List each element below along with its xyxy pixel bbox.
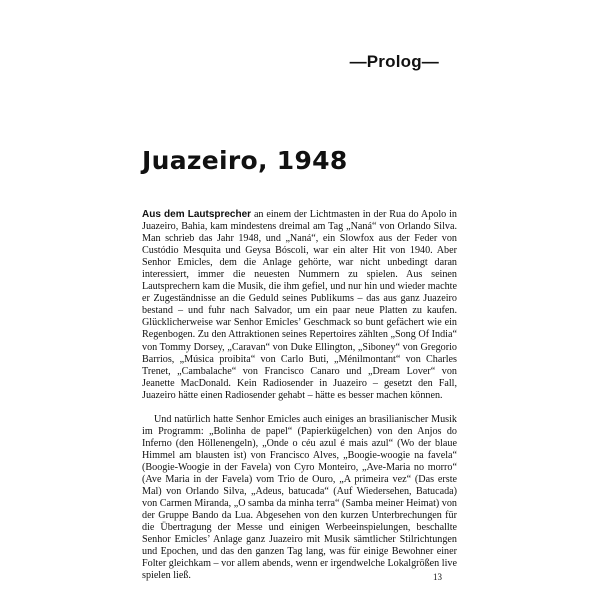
paragraph-1-text: an einem der Lichtmasten in der Rua do Apolo in Juazeiro, Bahia, kam mindestens dreimal am Tag „Naná“ von Orlando Silva. Man schrieb das Jahr 1948, und „Naná“, ein Slowfox aus der Feder von Custódio Mesquita und Geysa Bóscoli, war ein alter Hit von 1940. Aber Senhor Emicles, dem die Anlage gehörte, war nicht unbedingt daran interessiert, immer die neuesten Nummern zu spielen. Aus seinen Lautsprechern kam die Musik, die ihm gefiel, und nur hin und wieder machte er Zugeständnisse an die Geduld seines Publikums – das aus ganz Juazeiro bestand – und fuhr nach Salvador, um ein paar neue Platten zu kaufen. Glücklicherweise war Senhor Emicles’ Geschmack so bunt gefächert wie ein Regenbogen. Zu den Attraktionen seines Repertoires zählten „Song Of India“ von Tommy Dorsey, „Caravan“ von Duke Ellington, „Siboney“ von Gregorio Barrios, „Música proibita“ von Carlo Buti, „Ménilmontant“ von Charles Trenet, „Cambalache“ von Francisco Canaro und „Dream Lover“ von Jeanette MacDonald. Kein Radiosender in Juazeiro – gesetzt den Fall, Juazeiro hätte einen Radiosender gehabt – hätte es besser machen können. [142, 209, 457, 401]
paragraph-lead-in: Aus dem Lautsprecher [142, 209, 252, 220]
chapter-title: Juazeiro, 1948 [142, 146, 348, 175]
paragraph-1 [142, 209, 457, 402]
paragraph-2: Und natürlich hatte Senhor Emicles auch einiges an brasilianischer Musik im Programm: „Bolinha de papel“ (Papierkügelchen) von den Anjos do Inferno (den Höllenengeln), „Onde o céu azul é mais azul“ (Wo der blaue Himmel am blausten ist) von Francisco Alves, „Boogie-woogie na favela“ (Boogie-Woogie in der Favela) von Cyro Monteiro, „Ave-Maria no morro“ (Ave Maria in der Favela) vom Trio de Ouro, „A primeira vez“ (Das erste Mal) von Orlando Silva, „Adeus, batucada“ (Auf Wiedersehen, Batucada) von Carmen Miranda, „O samba da minha terra“ (Samba meiner Heimat) von der Gruppe Bando da Lua. Abgesehen von den kurzen Unterbrechungen für die Übertragung der Messe und einigen Werbeeinspielungen, beschallte Senhor Emicles’ Anlage ganz Juazeiro mit Musik sämtlicher Stilrichtungen und Epochen, und das den ganzen Tag lang, was für einige Bewohner einer Folter gleichkam – vor allem abends, wenn er irgendwelche Lokalgrößen live spielen ließ. [142, 413, 457, 582]
section-label: —Prolog— [349, 52, 439, 71]
body-text [142, 209, 457, 582]
page-number: 13 [433, 572, 442, 582]
